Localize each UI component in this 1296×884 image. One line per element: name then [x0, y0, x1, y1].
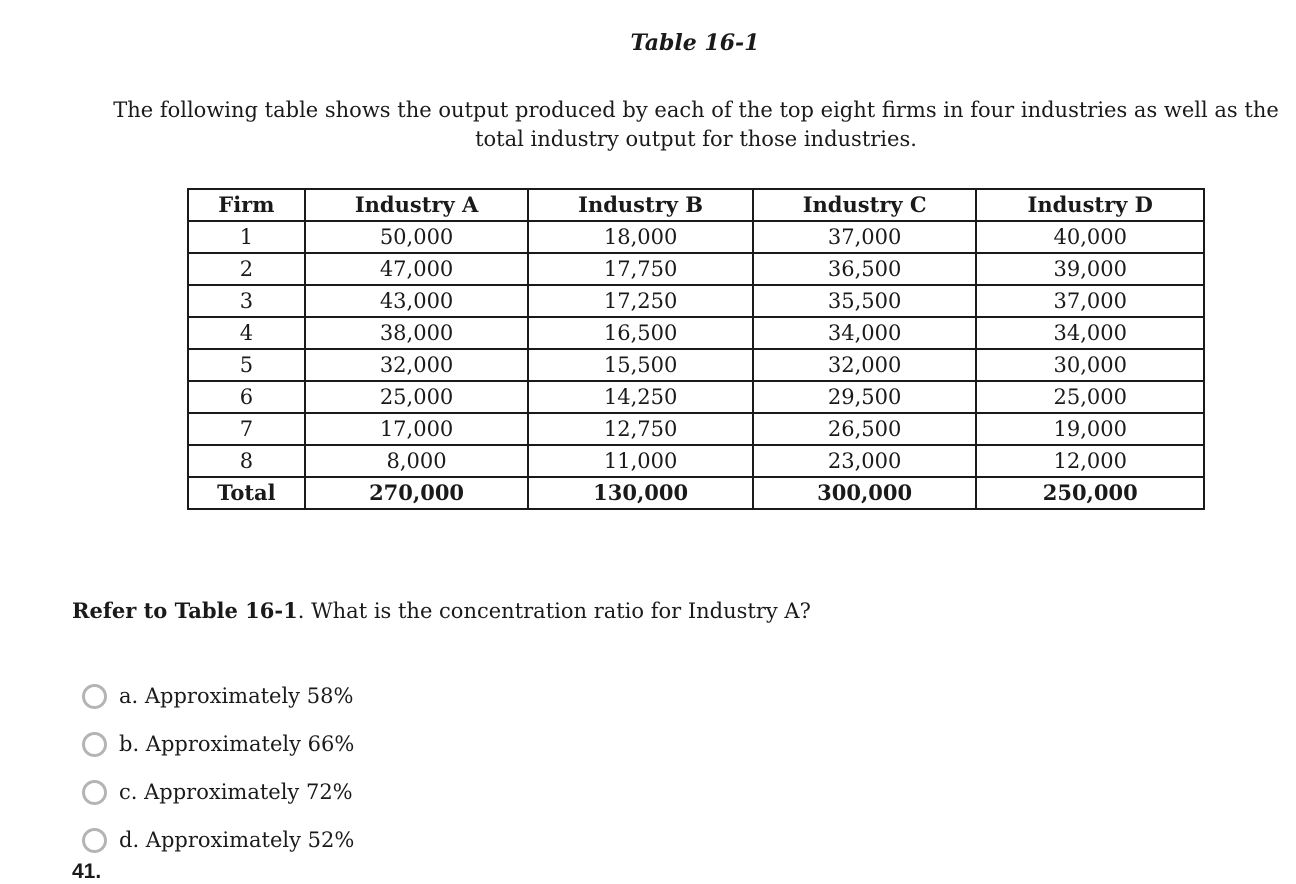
table-cell: 17,000 [305, 413, 529, 445]
table-row [188, 317, 1204, 349]
header-firm: Firm [188, 189, 305, 221]
table-cell: 38,000 [305, 317, 529, 349]
option-label: b. Approximately 66% [119, 732, 355, 756]
table-cell: 3 [188, 285, 305, 317]
table-cell: 47,000 [305, 253, 529, 285]
table-row [188, 445, 1204, 477]
header-industry-d: Industry D [976, 189, 1204, 221]
question-body: . What is the concentration ratio for Industry A? [297, 599, 811, 623]
table-header-row [188, 189, 1204, 221]
table-cell: 5 [188, 349, 305, 381]
radio-button-icon[interactable] [82, 828, 107, 853]
table-cell: 35,500 [753, 285, 977, 317]
table-cell: 15,500 [528, 349, 753, 381]
radio-button-icon[interactable] [82, 732, 107, 757]
table-cell: 12,000 [976, 445, 1204, 477]
table-cell: 2 [188, 253, 305, 285]
table-row [188, 253, 1204, 285]
output-table [187, 188, 1205, 510]
table-cell: 25,000 [976, 381, 1204, 413]
total-label: Total [188, 477, 305, 509]
question-text [72, 598, 811, 623]
table-description: The following table shows the output produced by each of the top eight firms in four industries as well as the total industry output for those industries. [113, 98, 1279, 151]
option-label: c. Approximately 72% [119, 780, 353, 804]
option-label: a. Approximately 58% [119, 684, 354, 708]
table-cell: 37,000 [976, 285, 1204, 317]
table-cell: 6 [188, 381, 305, 413]
table-cell: 19,000 [976, 413, 1204, 445]
table-cell: 43,000 [305, 285, 529, 317]
total-industry-a: 270,000 [305, 477, 529, 509]
answer-options [82, 672, 354, 864]
option-a[interactable] [82, 672, 354, 720]
table-cell: 23,000 [753, 445, 977, 477]
table-cell: 29,500 [753, 381, 977, 413]
header-industry-b: Industry B [528, 189, 753, 221]
table-cell: 17,750 [528, 253, 753, 285]
table-cell: 26,500 [753, 413, 977, 445]
question-reference: Refer to Table 16-1 [72, 598, 298, 623]
table-total-row [188, 477, 1204, 509]
table-cell: 50,000 [305, 221, 529, 253]
option-b[interactable] [82, 720, 354, 768]
option-d[interactable] [82, 816, 354, 864]
table-cell: 17,250 [528, 285, 753, 317]
radio-button-icon[interactable] [82, 780, 107, 805]
table-row [188, 285, 1204, 317]
table-row [188, 221, 1204, 253]
table-cell: 8 [188, 445, 305, 477]
table-cell: 8,000 [305, 445, 529, 477]
header-industry-a: Industry A [305, 189, 529, 221]
radio-button-icon[interactable] [82, 684, 107, 709]
table-cell: 30,000 [976, 349, 1204, 381]
question-number: 41. [72, 860, 102, 883]
table-row [188, 349, 1204, 381]
table-cell: 11,000 [528, 445, 753, 477]
table-cell: 39,000 [976, 253, 1204, 285]
table-title: Table 16-1 [630, 30, 760, 56]
table-row [188, 381, 1204, 413]
table-row [188, 413, 1204, 445]
table-cell: 1 [188, 221, 305, 253]
option-c[interactable] [82, 768, 354, 816]
table-cell: 34,000 [753, 317, 977, 349]
total-industry-d: 250,000 [976, 477, 1204, 509]
table-cell: 34,000 [976, 317, 1204, 349]
table-cell: 14,250 [528, 381, 753, 413]
table-cell: 36,500 [753, 253, 977, 285]
table-cell: 40,000 [976, 221, 1204, 253]
table-cell: 18,000 [528, 221, 753, 253]
table-cell: 7 [188, 413, 305, 445]
table-cell: 32,000 [305, 349, 529, 381]
total-industry-c: 300,000 [753, 477, 977, 509]
header-industry-c: Industry C [753, 189, 977, 221]
option-label: d. Approximately 52% [119, 828, 355, 852]
table-cell: 4 [188, 317, 305, 349]
table-cell: 37,000 [753, 221, 977, 253]
table-cell: 32,000 [753, 349, 977, 381]
total-industry-b: 130,000 [528, 477, 753, 509]
table-cell: 25,000 [305, 381, 529, 413]
table-cell: 12,750 [528, 413, 753, 445]
table-cell: 16,500 [528, 317, 753, 349]
